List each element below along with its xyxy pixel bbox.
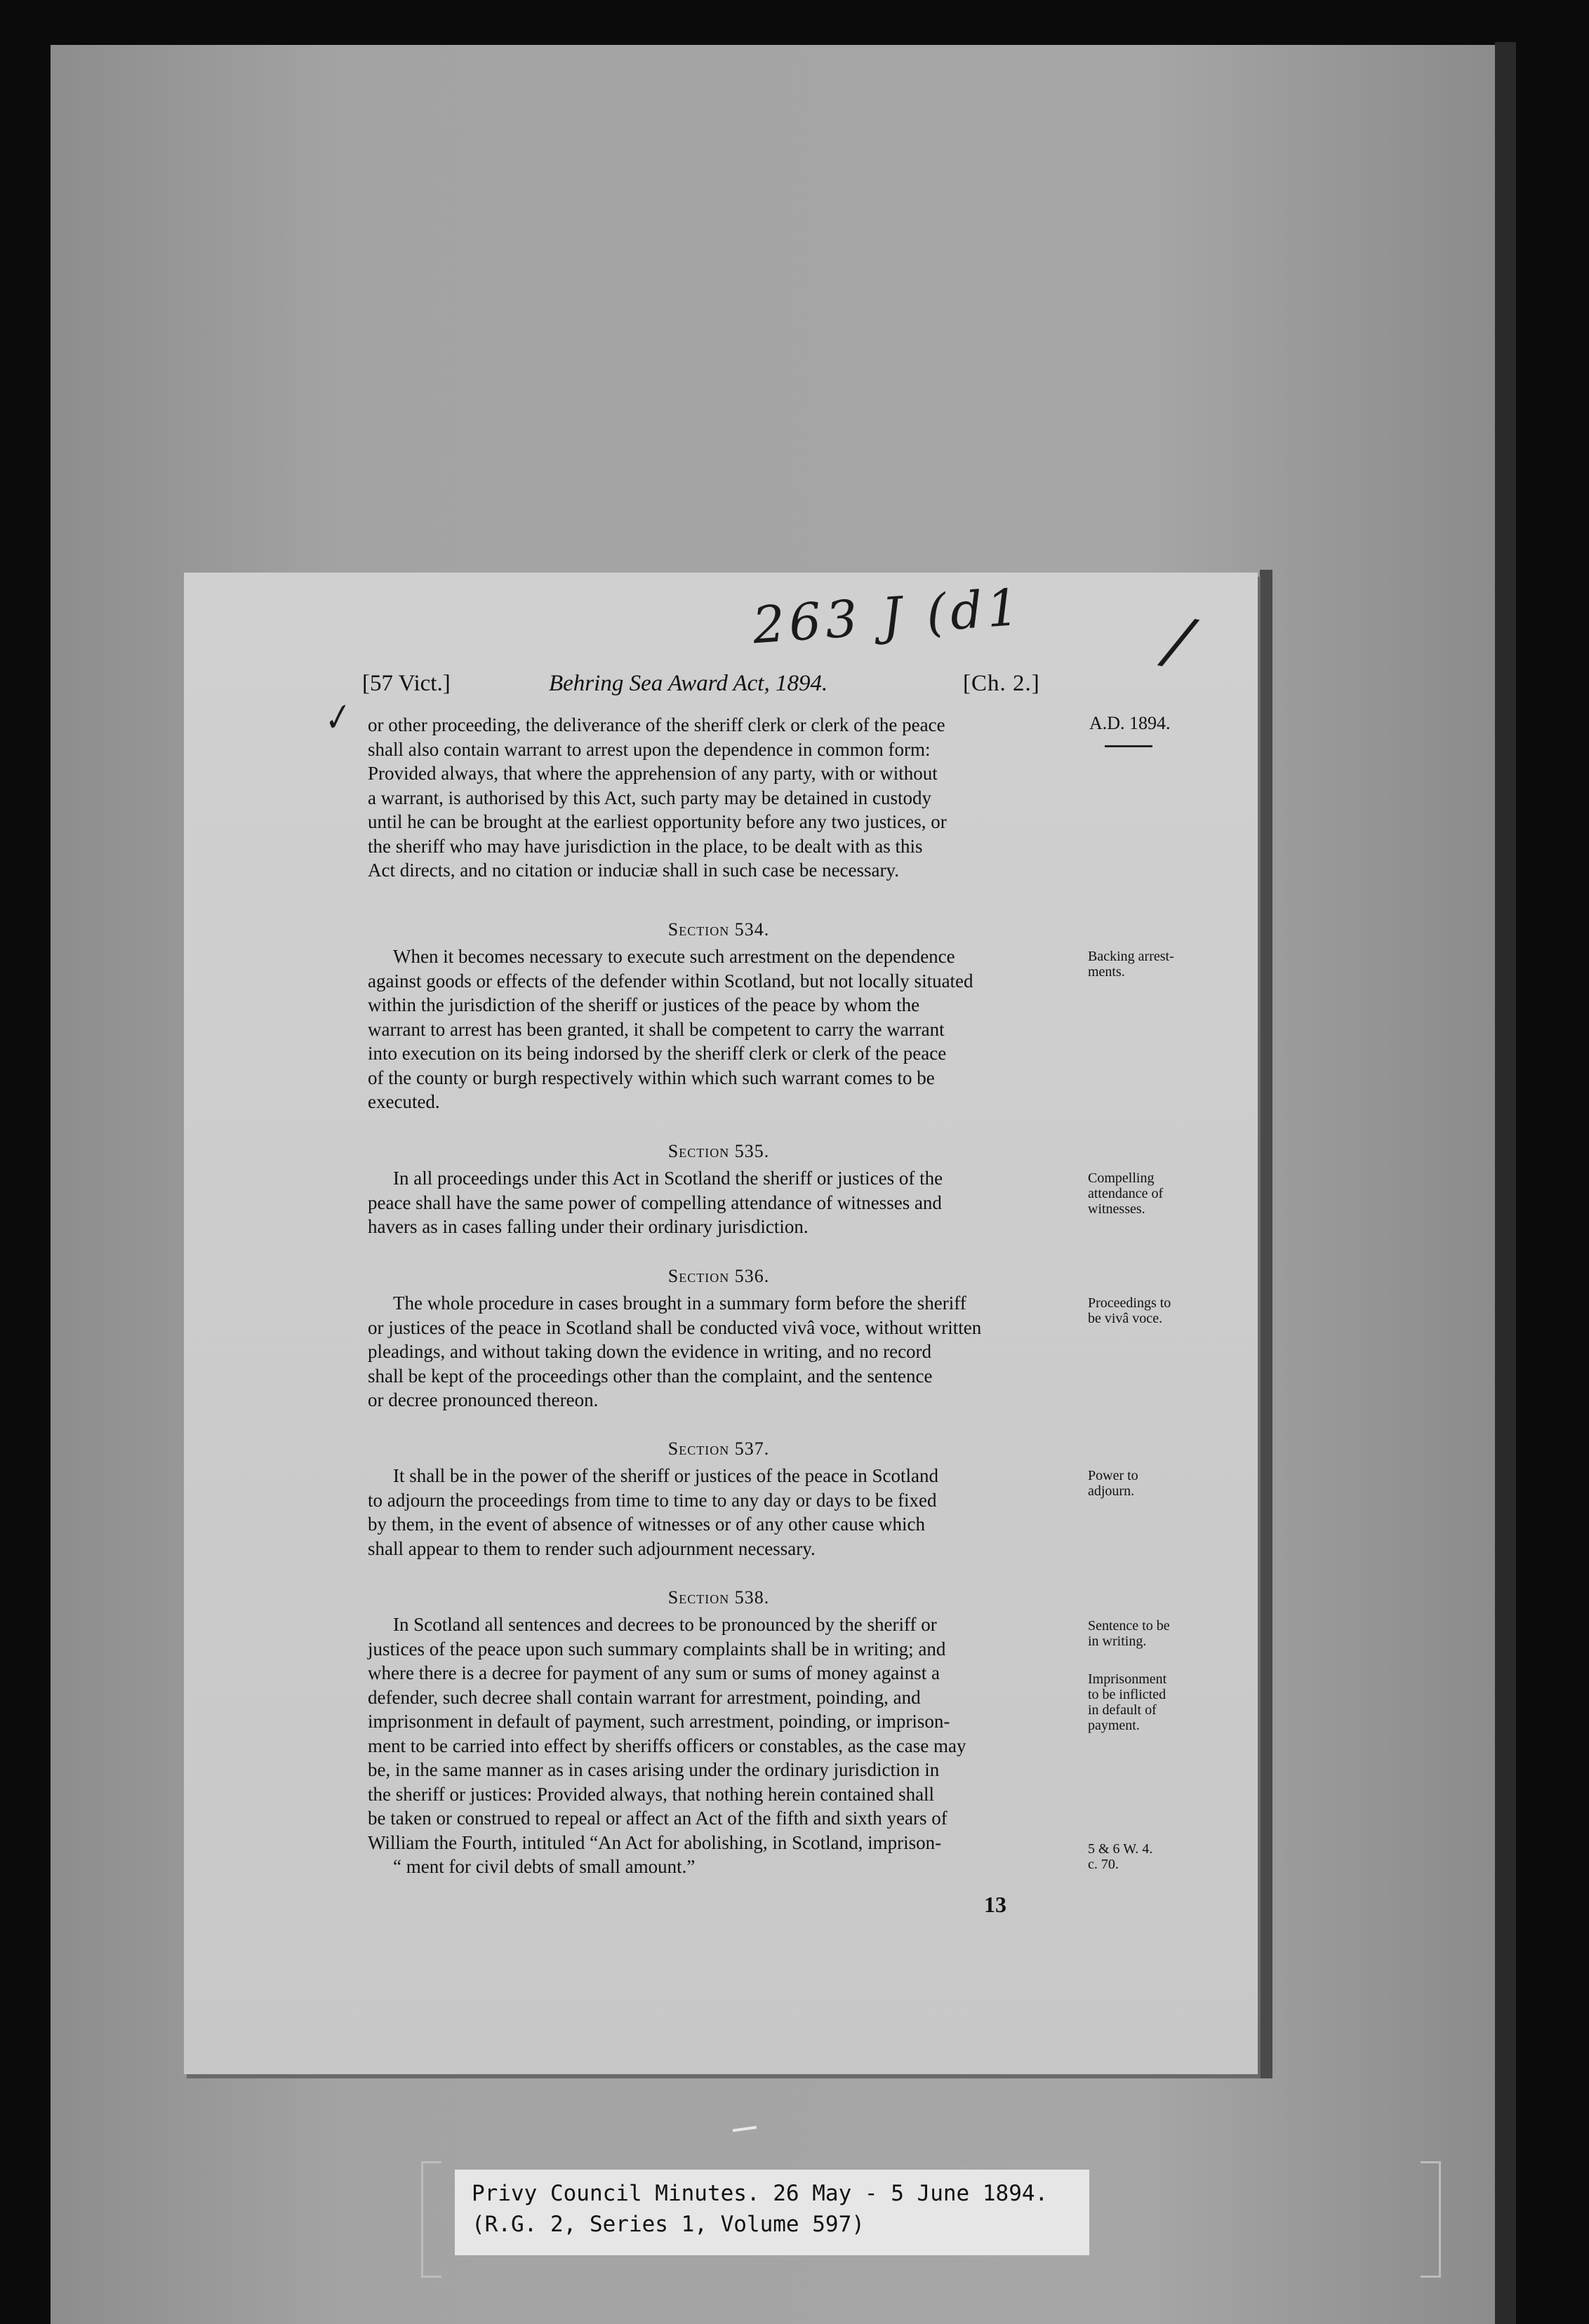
caption-bracket-left	[421, 2161, 441, 2278]
body-line: by them, in the event of absence of witnesses or of any other cause which	[368, 1514, 925, 1535]
body-line: be taken or construed to repeal or affect an Act of the fifth and sixth years of	[368, 1808, 948, 1829]
body-line: When it becomes necessary to execute such arrestment on the dependence	[393, 946, 955, 967]
body-line: havers as in cases falling under their ordinary jurisdiction.	[368, 1216, 809, 1237]
intro-paragraph	[368, 713, 1070, 883]
handwritten-file-number: 263 J (d1	[750, 577, 1025, 655]
body-line: to adjourn the proceedings from time to time to any day or days to be fixed	[368, 1489, 937, 1511]
body-line: defender, such decree shall contain warrant for arrestment, poinding, and	[368, 1686, 921, 1708]
margin-note-sentence-in-writing: Sentence to be in writing.	[1088, 1618, 1170, 1649]
section-heading-535: Section 535.	[667, 1141, 770, 1161]
body-line: peace shall have the same power of compelling attendance of witnesses and	[368, 1191, 942, 1213]
body-line: “ ment for civil debts of small amount.”	[393, 1856, 696, 1877]
section-536-text	[368, 1291, 1070, 1413]
body-line: Act directs, and no citation or induciæ shall in such case be necessary.	[368, 860, 900, 881]
body-line: where there is a decree for payment of any sum or sums of money against a	[368, 1662, 940, 1683]
section-heading-536: Section 536.	[667, 1266, 770, 1286]
body-line: In all proceedings under this Act in Scotland the sheriff or justices of the	[393, 1168, 943, 1189]
body-line: be, in the same manner as in cases arising under the ordinary jurisdiction in	[368, 1759, 940, 1780]
body-line: into execution on its being indorsed by the sheriff clerk or clerk of the peace	[368, 1043, 947, 1064]
body-line: a warrant, is authorised by this Act, such party may be detained in custody	[368, 787, 932, 808]
body-line: shall be kept of the proceedings other than the complaint, and the sentence	[368, 1365, 933, 1387]
archive-caption	[455, 2170, 1089, 2255]
section-heading-534: Section 534.	[667, 919, 770, 940]
section-538-text	[368, 1612, 1070, 1879]
margin-note-imprisonment: Imprisonment to be inflicted in default of payment.	[1088, 1671, 1167, 1733]
checkmark-icon: ✓	[316, 695, 355, 742]
body-line: ment to be carried into effect by sheriffs officers or constables, as the case may	[368, 1735, 966, 1756]
body-line: against goods or effects of the defender within Scotland, but not locally situated	[368, 970, 973, 991]
body-line: warrant to arrest has been granted, it shall be competent to carry the warrant	[368, 1018, 945, 1040]
body-line: Provided always, that where the apprehension of any party, with or without	[368, 763, 938, 784]
body-line: pleadings, and without taking down the evidence in writing, and no record	[368, 1341, 932, 1362]
margin-note-compelling-attendance: Compelling attendance of witnesses.	[1088, 1170, 1164, 1217]
page-shadow	[1260, 570, 1272, 2078]
section-537-text	[368, 1464, 1070, 1561]
caption-line-1: Privy Council Minutes. 26 May - 5 June 1894.	[472, 2181, 1049, 2206]
body-line: until he can be brought at the earliest opportunity before any two justices, or	[368, 811, 947, 832]
body-line: or other proceeding, the deliverance of the sheriff clerk or clerk of the peace	[368, 714, 945, 735]
section-535-text	[368, 1166, 1070, 1239]
body-line: In Scotland all sentences and decrees to be pronounced by the sheriff or	[393, 1614, 937, 1635]
page-number: 13	[984, 1892, 1006, 1917]
section-heading-538: Section 538.	[667, 1587, 770, 1608]
section-heading-537: Section 537.	[667, 1438, 770, 1459]
film-edge	[1495, 42, 1516, 2324]
body-line: shall also contain warrant to arrest upon the dependence in common form:	[368, 738, 931, 760]
margin-year: A.D. 1894.	[1089, 713, 1171, 733]
margin-note-backing-arrestments: Backing arrest- ments.	[1088, 949, 1174, 980]
margin-note-power-to-adjourn: Power to adjourn.	[1088, 1468, 1138, 1499]
printed-page	[184, 573, 1258, 2074]
margin-note-statute-citation: 5 & 6 W. 4. c. 70.	[1088, 1841, 1153, 1872]
header-regnal-year: [57 Vict.]	[362, 671, 451, 696]
header-chapter: [Ch. 2.]	[963, 671, 1040, 696]
body-line: or decree pronounced thereon.	[368, 1389, 599, 1410]
handwritten-page-mark: /	[1160, 601, 1197, 681]
body-line: executed.	[368, 1091, 440, 1112]
body-line: or justices of the peace in Scotland shall be conducted vivâ voce, without written	[368, 1316, 982, 1338]
body-line: imprisonment in default of payment, such arrestment, poinding, or imprison-	[368, 1711, 950, 1732]
body-line: justices of the peace upon such summary complaints shall be in writing; and	[368, 1638, 946, 1659]
margin-rule	[1105, 745, 1152, 747]
section-534-text	[368, 944, 1070, 1114]
caption-bracket-right	[1421, 2161, 1441, 2278]
body-line: The whole procedure in cases brought in a summary form before the sheriff	[393, 1293, 966, 1314]
body-line: of the county or burgh respectively within which such warrant comes to be	[368, 1067, 935, 1088]
margin-note-viva-voce: Proceedings to be vivâ voce.	[1088, 1295, 1171, 1326]
body-line: within the jurisdiction of the sheriff or justices of the peace by whom the	[368, 994, 920, 1015]
header-act-title: Behring Sea Award Act, 1894.	[549, 671, 828, 696]
caption-line-2: (R.G. 2, Series 1, Volume 597)	[472, 2212, 865, 2237]
body-line: the sheriff who may have jurisdiction in the place, to be dealt with as this	[368, 835, 923, 857]
body-line: William the Fourth, intituled “An Act for abolishing, in Scotland, imprison-	[368, 1831, 942, 1853]
body-line: shall appear to them to render such adjournment necessary.	[368, 1537, 816, 1559]
body-line: It shall be in the power of the sheriff or justices of the peace in Scotland	[393, 1465, 939, 1486]
body-line: the sheriff or justices: Provided always, that nothing herein contained shall	[368, 1783, 935, 1805]
